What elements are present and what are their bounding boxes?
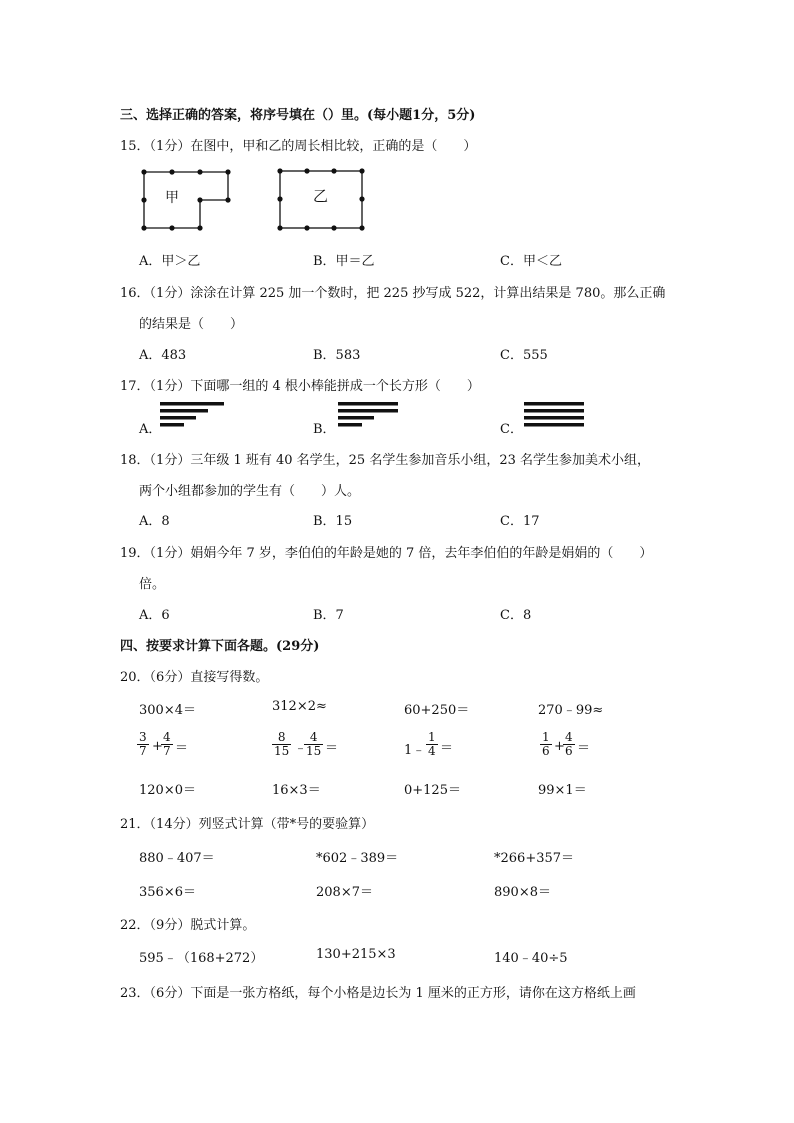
figure-yi-label: 乙 (313, 187, 329, 205)
q20-item-11: 0+125＝ (404, 783, 461, 798)
denominator: 4 (428, 744, 436, 758)
q21-item-5: 208×7＝ (316, 885, 373, 900)
q19-option-b[interactable]: B．7 (313, 608, 344, 623)
q20-frac3-equals: ＝ (440, 741, 454, 756)
question-21-stem: 21．（14分）列竖式计算（带*号的要验算） (120, 817, 375, 832)
numerator: 1 (428, 730, 436, 744)
question-20-stem: 20．（6分）直接写得数。 (120, 670, 269, 685)
denominator: 6 (565, 744, 573, 758)
q20-frac2-first (272, 731, 291, 758)
question-22-stem: 22．（9分）脱式计算。 (120, 918, 256, 933)
q21-item-6: 890×8＝ (494, 885, 551, 900)
q20-frac3-fraction (426, 731, 438, 758)
denominator: 7 (163, 744, 171, 758)
q22-item-1: 595﹣（168+272） (139, 951, 264, 966)
numerator: 3 (139, 730, 147, 744)
question-19-line1: 19．（1分）娟娟今年 7 岁，李伯伯的年龄是她的 7 倍，去年李伯伯的年龄是娟娟的（ ） (120, 546, 653, 561)
denominator: 7 (139, 744, 147, 758)
question-16-line2: 的结果是（ ） (139, 317, 244, 332)
q18-option-a[interactable]: A．8 (139, 514, 170, 529)
q16-option-b[interactable]: B．583 (313, 348, 361, 363)
q19-option-a[interactable]: A．6 (139, 608, 170, 623)
q20-frac1-second (161, 731, 173, 758)
question-19-line2: 倍。 (139, 577, 166, 592)
q20-frac4-operator: + (554, 739, 565, 754)
q17-option-c[interactable]: C． (500, 422, 523, 437)
q20-item-1: 300×4＝ (139, 703, 196, 718)
q20-item-2: 312×2≈ (272, 699, 327, 714)
sticks-group-b (338, 402, 398, 427)
q20-frac2-equals: ＝ (325, 741, 339, 756)
q22-item-3: 140﹣40÷5 (494, 951, 568, 966)
q18-option-b[interactable]: B．15 (313, 514, 353, 529)
q20-item-4: 270﹣99≈ (538, 703, 604, 718)
q22-item-2: 130+215×3 (316, 947, 396, 962)
question-16-line1: 16．（1分）涂涂在计算 225 加一个数时，把 225 抄写成 522，计算出结果是 780。那么正确 (120, 286, 666, 301)
q15-option-c[interactable]: C．甲＜乙 (500, 254, 562, 269)
numerator: 4 (304, 731, 323, 745)
q20-item-10: 16×3＝ (272, 783, 321, 798)
q20-frac2-operator: ﹣ (294, 741, 308, 756)
q21-item-2: *602﹣389＝ (316, 851, 399, 866)
q20-frac3-prefix: 1﹣ (404, 743, 426, 758)
question-17-stem: 17．（1分）下面哪一组的 4 根小棒能拼成一个长方形（ ） (120, 379, 480, 394)
q20-item-3: 60+250＝ (404, 703, 470, 718)
q16-option-a[interactable]: A．483 (139, 348, 187, 363)
q19-option-c[interactable]: C．8 (500, 608, 532, 623)
q20-frac4-equals: ＝ (577, 741, 591, 756)
figure-jia-label: 甲 (165, 190, 179, 206)
q21-item-3: *266+357＝ (494, 851, 575, 866)
q21-item-4: 356×6＝ (139, 885, 196, 900)
numerator: 4 (163, 730, 171, 744)
section-3-title: 三、选择正确的答案，将序号填在（）里。(每小题1分，5分) (120, 108, 476, 123)
sticks-group-c (524, 402, 584, 427)
q20-frac2-second (304, 731, 323, 758)
q17-option-b[interactable]: B． (313, 422, 336, 437)
q20-frac4-first (540, 731, 552, 758)
q18-option-c[interactable]: C．17 (500, 514, 540, 529)
q20-item-9: 120×0＝ (139, 783, 196, 798)
q15-option-a[interactable]: A．甲＞乙 (139, 254, 201, 269)
q20-frac1-operator: + (152, 739, 163, 754)
question-15-stem: 15．（1分）在图中，甲和乙的周长相比较，正确的是（ ） (120, 139, 477, 154)
sticks-group-a (160, 402, 224, 427)
section-4-title: 四、按要求计算下面各题。(29分) (120, 639, 320, 654)
q20-frac4-second (563, 731, 575, 758)
denominator: 6 (542, 744, 550, 758)
q15-option-b[interactable]: B．甲＝乙 (313, 254, 375, 269)
q17-option-a[interactable]: A． (139, 422, 162, 437)
question-18-line1: 18．（1分）三年级 1 班有 40 名学生，25 名学生参加音乐小组，23 名学生参加美术小组， (120, 453, 651, 468)
numerator: 4 (565, 730, 573, 744)
numerator: 1 (542, 730, 550, 744)
numerator: 8 (272, 731, 291, 745)
q20-item-12: 99×1＝ (538, 783, 587, 798)
question-23-stem: 23．（6分）下面是一张方格纸，每个小格是边长为 1 厘米的正方形，请你在这方格纸上画 (120, 986, 636, 1001)
q21-item-1: 880﹣407＝ (139, 851, 215, 866)
question-18-line2: 两个小组都参加的学生有（ ）人。 (139, 484, 361, 499)
q16-option-c[interactable]: C．555 (500, 348, 548, 363)
denominator: 15 (274, 744, 290, 758)
q20-frac1-first (137, 731, 149, 758)
denominator: 15 (306, 744, 322, 758)
q20-frac1-equals: ＝ (175, 741, 189, 756)
figure-jia (144, 172, 228, 228)
